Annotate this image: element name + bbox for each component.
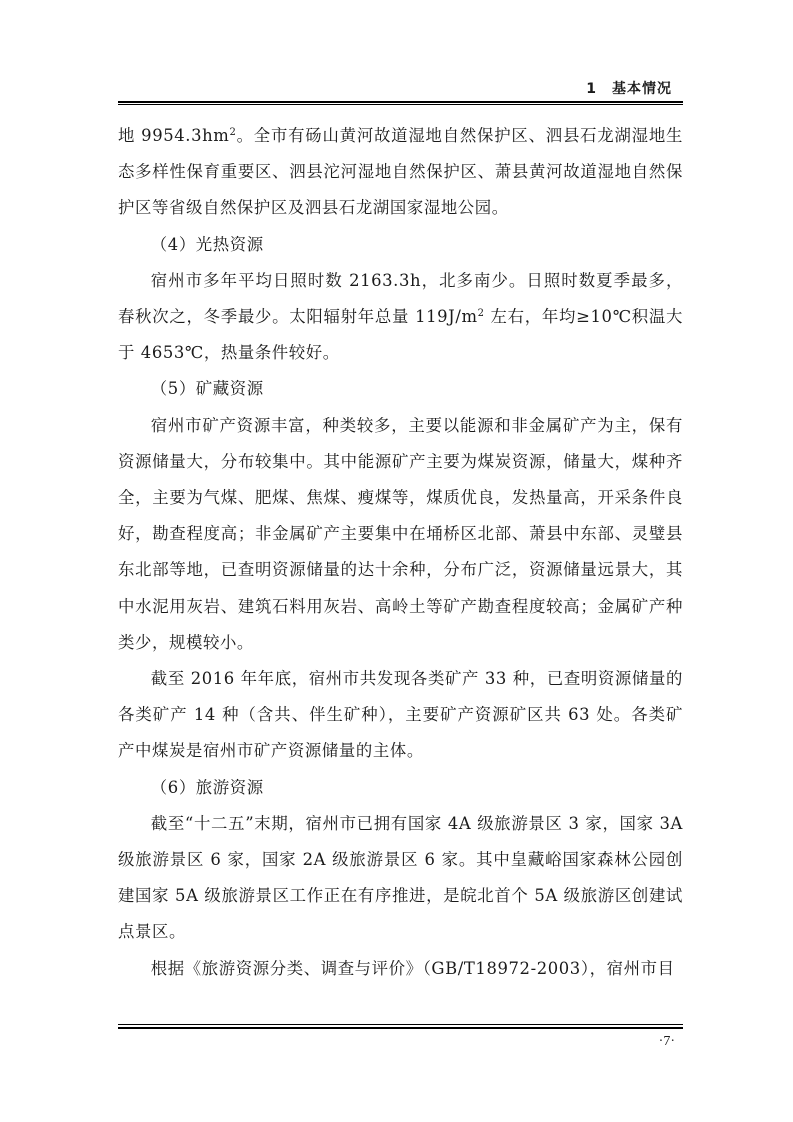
footer-rule-thin <box>118 1024 683 1025</box>
running-header <box>118 78 678 100</box>
section-heading-tourism: （6）旅游资源 <box>150 777 264 797</box>
paragraph-mineral-stats: 截至 2016 年年底，宿州市共发现各类矿产 33 种，已查明资源储量的各类矿产 14 种（含共、伴生矿种），主要矿产资源矿区共 63 处。各类矿产中煤炭是宿州市矿产资源储量的主体。 <box>118 669 683 761</box>
paragraph-light-heat <box>118 263 683 372</box>
paragraph-text: 左右，年均≥10℃积温大于 4653℃，热量条件较好。 <box>118 307 684 363</box>
footer-rule <box>118 1027 683 1029</box>
header-rule <box>118 101 683 103</box>
superscript: 2 <box>477 308 485 320</box>
paragraph-minerals: 宿州市矿产资源丰富，种类较多，主要以能源和非金属矿产为主，保有资源储量大，分布较集中。其中能源矿产主要为煤炭资源，储量大，煤种齐全，主要为气煤、肥煤、焦煤、瘦煤等，煤质优良，发热量高，开采条件良好，勘查程度高；非金属矿产主要集中在埇桥区北部、萧县中东部、灵璧县东北部等地，已查明资源储量的达十余种，分布广泛，资源储量远景大，其中水泥用灰岩、建筑石料用灰岩、高岭土等矿产勘查程度较高；金属矿产种类少，规模较小。 <box>118 415 683 652</box>
paragraph-text: 地 9954.3hm <box>118 126 230 145</box>
section-heading-light-heat: （4）光热资源 <box>150 234 264 254</box>
page-number: ·7· <box>658 1034 675 1049</box>
paragraph-tourism-classification: 根据《旅游资源分类、调查与评价》（GB/T18972-2003），宿州市目 <box>150 958 675 978</box>
paragraph-tourism: 截至“十二五”末期，宿州市已拥有国家 4A 级旅游景区 3 家，国家 3A 级旅游景区 6 家，国家 2A 级旅游景区 6 家。其中皇藏峪国家森林公园创建国家 5A 级旅游景区工作正在有序推进，是皖北首个 5A 级旅游区创建试点景区。 <box>118 813 683 942</box>
paragraph-wetland-continued <box>118 118 683 227</box>
superscript: 2 <box>229 127 237 138</box>
header-rule-thin <box>118 104 683 105</box>
paragraph-text: 宿州市多年平均日照时数 2163.3h，北多南少。日照时数夏季最多，春秋次之，冬季最少。太阳辐射年总量 119J/m <box>118 270 683 327</box>
paragraph-text: 。全市有砀山黄河故道湿地自然保护区、泗县石龙湖湿地生态多样性保育重要区、泗县沱河湿地自然保护区、萧县黄河故道湿地自然保护区等省级自然保护区及泗县石龙湖国家湿地公园。 <box>118 126 683 218</box>
section-heading-minerals: （5）矿藏资源 <box>150 379 264 399</box>
page-body <box>118 118 683 987</box>
header-title: 1 基本情况 <box>586 81 672 97</box>
